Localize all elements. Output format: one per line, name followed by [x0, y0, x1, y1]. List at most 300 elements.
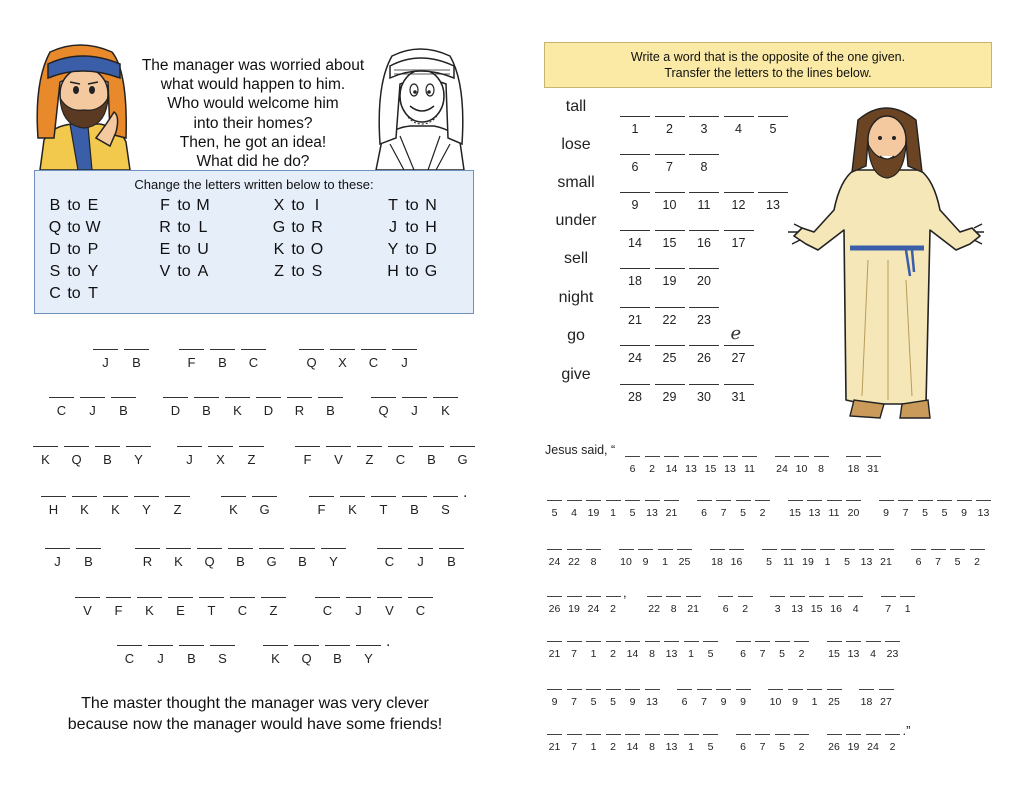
end-quote: .” [902, 723, 911, 738]
blank-number: 27 [731, 351, 746, 366]
code-letter: C [368, 355, 379, 371]
letter-blank [438, 548, 465, 569]
blank-line [117, 645, 142, 646]
blank-line [689, 230, 719, 231]
letter-blank [262, 645, 289, 666]
rule-from-letter: G [272, 219, 286, 236]
blank-line [686, 596, 701, 597]
blank-number: 24 [587, 603, 600, 615]
blank-number: 30 [697, 390, 711, 405]
blank-number: 15 [828, 648, 840, 660]
rule-to-letter: N [425, 197, 437, 214]
letter-blank [198, 597, 225, 618]
blank-number: 10 [662, 198, 677, 213]
letter-blank [220, 496, 247, 517]
blank-number: 18 [847, 463, 860, 475]
blank-number: 14 [626, 741, 639, 753]
rule-connector: to [291, 241, 305, 258]
code-rule [47, 241, 101, 259]
answer-line [546, 500, 995, 519]
letter-blank [293, 645, 320, 666]
code-letter: G [457, 452, 468, 468]
blank-line [199, 597, 224, 598]
code-letter: Z [247, 452, 256, 468]
blank-line [738, 596, 753, 597]
blank-number: 9 [792, 696, 798, 708]
blank-line [950, 549, 965, 550]
code-letter: Q [306, 355, 317, 371]
numbered-blank [758, 116, 788, 136]
numbered-blank [774, 734, 791, 753]
blank-line [879, 549, 894, 550]
blank-line [325, 645, 350, 646]
blank-number: 5 [954, 556, 961, 568]
blank-number: 8 [818, 463, 824, 475]
blank-number: 5 [610, 696, 616, 708]
blank-number: 7 [885, 603, 892, 615]
letter-blank [418, 446, 445, 467]
letter-blank [325, 446, 352, 467]
code-letter: Y [134, 452, 143, 468]
letter-blank [286, 397, 313, 418]
numbered-blank [665, 596, 682, 615]
code-letter: K [233, 403, 242, 419]
code-rule [157, 197, 211, 215]
rule-connector: to [405, 219, 419, 236]
blank-line [625, 641, 640, 642]
blank-line [433, 496, 458, 497]
numbered-blank [737, 596, 754, 615]
letter-blank [391, 349, 418, 370]
rule-from-letter: Q [48, 219, 62, 236]
letter-blank [193, 397, 220, 418]
answer-line [546, 689, 897, 708]
numbered-blank [566, 641, 583, 660]
letter-blank [147, 645, 174, 666]
numbered-blank [806, 500, 823, 519]
rule-connector: to [405, 241, 419, 258]
numbered-blank [819, 549, 836, 568]
numbered-blank [865, 456, 882, 475]
blank-number: 6 [631, 160, 639, 175]
blank-line [918, 500, 933, 501]
blank-number: 13 [646, 507, 658, 519]
blank-number: 22 [662, 313, 677, 328]
numbered-blank [566, 734, 583, 753]
blank-line [106, 597, 131, 598]
blank-line [547, 689, 562, 690]
letter-blank [356, 446, 383, 467]
blank-number: 12 [731, 198, 746, 213]
letter-blank [289, 548, 316, 569]
blank-line [321, 548, 346, 549]
numbered-blank [899, 596, 916, 615]
blank-line [689, 307, 719, 308]
blank-number: 10 [795, 463, 808, 475]
blank-number: 6 [722, 603, 729, 615]
code-letter: K [174, 554, 183, 570]
numbered-blank [585, 641, 602, 660]
blank-number: 5 [590, 696, 597, 708]
code-letter: Y [142, 502, 151, 518]
numbered-blank [789, 596, 806, 615]
numbered-blank [975, 500, 992, 519]
numbered-blank [655, 268, 685, 288]
code-letter: B [187, 651, 196, 667]
code-rule [47, 197, 101, 215]
code-letter: K [229, 502, 238, 518]
blank-number: 2 [610, 603, 616, 615]
blank-line [879, 500, 894, 501]
blank-number: 8 [590, 556, 597, 568]
blank-line [93, 349, 118, 350]
numbered-blank [761, 549, 778, 568]
numbered-blank [689, 384, 719, 404]
letter-blank [176, 446, 203, 467]
numbered-blank [620, 268, 650, 288]
blank-number: 19 [587, 507, 600, 519]
blank-line [408, 597, 433, 598]
code-letter: Q [378, 403, 389, 419]
blank-line [645, 734, 660, 735]
blank-number: 28 [628, 390, 642, 405]
blank-line [684, 641, 699, 642]
letter-blank [125, 446, 152, 467]
intro-line: The manager was worried about [141, 57, 365, 74]
blank-number: 24 [867, 741, 879, 753]
blank-number: 13 [791, 603, 803, 615]
blank-line [95, 446, 120, 447]
blank-line [655, 268, 685, 269]
blank-number: 13 [860, 556, 873, 568]
numbered-blank [696, 689, 713, 708]
code-letter: V [334, 452, 343, 468]
coded-word [178, 349, 271, 370]
blank-number: 20 [697, 274, 711, 289]
numbered-blank [566, 596, 583, 615]
blank-number: 7 [935, 556, 941, 568]
blank-number: 5 [779, 648, 785, 660]
code-letter: T [207, 603, 216, 619]
letter-blank [370, 397, 397, 418]
answer-line [546, 641, 904, 660]
blank-number: 6 [740, 741, 746, 753]
letter-blank [123, 349, 150, 370]
opposite-prompt-word: tall [565, 98, 587, 115]
blank-line [724, 230, 754, 231]
blank-line [718, 596, 733, 597]
numbered-blank [724, 384, 754, 404]
blank-number: 8 [670, 603, 677, 615]
code-letter: J [401, 355, 408, 371]
letter-blank [116, 645, 143, 666]
numbered-blank [644, 641, 661, 660]
blank-number: 1 [590, 741, 597, 753]
blank-line [620, 192, 650, 193]
blank-number: 23 [697, 313, 711, 328]
code-key-box [34, 170, 474, 314]
numbered-blank [884, 641, 901, 660]
blank-line [256, 397, 281, 398]
blank-line [586, 596, 601, 597]
blank-line [758, 192, 788, 193]
rule-to-letter: R [311, 219, 323, 236]
coded-word [294, 446, 480, 467]
blank-line [625, 500, 640, 501]
code-rule [47, 285, 101, 303]
numbered-blank [605, 641, 622, 660]
code-letter: G [259, 502, 270, 518]
blank-line [259, 548, 284, 549]
blank-line [758, 116, 788, 117]
blank-line [655, 384, 685, 385]
blank-line [775, 456, 790, 457]
numbered-blank [735, 734, 752, 753]
code-letter: G [266, 554, 277, 570]
numbered-blank [585, 689, 602, 708]
blank-line [724, 345, 754, 346]
numbered-blank [709, 549, 726, 568]
blank-number: 4 [870, 648, 876, 660]
letter-blank [71, 496, 98, 517]
code-letter: B [202, 403, 211, 419]
letter-blank [209, 349, 236, 370]
rule-to-letter: T [88, 285, 98, 302]
blank-line [794, 456, 809, 457]
blank-number: 24 [548, 556, 561, 568]
blank-line [801, 549, 816, 550]
instruction-line: Transfer the letters to the lines below. [664, 66, 872, 80]
numbered-blank [754, 734, 771, 753]
blank-line [689, 384, 719, 385]
blank-line [326, 446, 351, 447]
blank-line [931, 549, 946, 550]
numbered-blank [735, 500, 752, 519]
blank-number: 21 [548, 741, 561, 753]
blank-number: 6 [740, 648, 746, 660]
blank-line [547, 596, 562, 597]
blank-line [846, 500, 861, 501]
rule-connector: to [291, 197, 305, 214]
blank-line [645, 500, 660, 501]
letter-blank [317, 397, 344, 418]
blank-line [179, 349, 204, 350]
letter-blank [40, 496, 67, 517]
numbered-blank [949, 549, 966, 568]
code-letter: Y [364, 651, 373, 667]
blank-line [724, 384, 754, 385]
blank-number: 21 [548, 648, 561, 660]
blank-line [567, 734, 582, 735]
blank-line [547, 500, 562, 501]
blank-line [881, 596, 896, 597]
blank-number: 7 [720, 507, 727, 519]
code-letter: D [263, 403, 274, 419]
letter-blank [94, 446, 121, 467]
hint-letter: e [730, 323, 742, 344]
blank-line [241, 349, 266, 350]
blank-line [586, 734, 601, 735]
numbered-blank [620, 116, 650, 136]
blank-line [716, 500, 731, 501]
code-letter: C [248, 355, 259, 371]
numbered-blank [620, 192, 650, 212]
blank-line [900, 596, 915, 597]
letter-blank [164, 496, 191, 517]
blank-number: 5 [740, 507, 746, 519]
blank-number: 8 [649, 648, 655, 660]
code-rule [271, 241, 325, 259]
rule-from-letter: K [273, 241, 285, 258]
blank-line [346, 597, 371, 598]
letter-blank [360, 349, 387, 370]
coded-word [74, 597, 291, 618]
blank-number: 18 [860, 696, 873, 708]
blank-line [45, 548, 70, 549]
code-letter: K [80, 502, 89, 518]
numbered-blank [566, 500, 583, 519]
blank-number: 8 [649, 741, 655, 753]
blank-line [208, 446, 233, 447]
code-letter: B [298, 554, 307, 570]
blank-number: 7 [759, 741, 766, 753]
blank-number: 4 [735, 122, 742, 137]
blank-number: 1 [610, 507, 616, 519]
blank-number: 14 [628, 236, 642, 251]
numbered-blank [689, 345, 719, 365]
blank-line [371, 496, 396, 497]
numbered-blank [787, 500, 804, 519]
numbered-blank [605, 500, 622, 519]
numbered-blank [657, 549, 674, 568]
numbered-blank [767, 689, 784, 708]
blank-line [645, 456, 660, 457]
blank-line [606, 689, 621, 690]
blank-number: 19 [847, 741, 860, 753]
blank-number: 21 [628, 313, 642, 328]
numbered-blank [735, 689, 752, 708]
blank-number: 2 [889, 741, 896, 753]
blank-line [388, 446, 413, 447]
code-letter: F [303, 452, 312, 468]
numbered-blank [728, 549, 745, 568]
numbered-blank [663, 456, 680, 475]
blank-line [318, 397, 343, 398]
blank-line [586, 641, 601, 642]
blank-line [846, 734, 861, 735]
blank-line [724, 116, 754, 117]
blank-number: 19 [662, 274, 677, 289]
numbered-blank [878, 500, 895, 519]
blank-line [645, 641, 660, 642]
letter-blank [162, 397, 189, 418]
blank-number: 9 [720, 696, 727, 708]
code-rule [385, 263, 439, 281]
blank-line [124, 349, 149, 350]
numbered-blank [880, 596, 897, 615]
opposite-prompt-word: give [561, 366, 591, 383]
blank-line [829, 596, 844, 597]
blank-number: 15 [810, 603, 823, 615]
blank-number: 2 [610, 741, 616, 753]
letter-blank [355, 645, 382, 666]
numbered-blank [826, 734, 843, 753]
numbered-blank [655, 116, 685, 136]
blank-number: 5 [551, 507, 558, 519]
blank-line [439, 548, 464, 549]
blank-line [419, 446, 444, 447]
code-letter: Q [204, 554, 215, 570]
blank-line [664, 734, 679, 735]
numbered-blank [897, 500, 914, 519]
numbered-blank [724, 192, 754, 212]
letter-blank [294, 446, 321, 467]
numbered-blank [566, 549, 583, 568]
blank-line [309, 496, 334, 497]
blank-number: 11 [783, 556, 794, 568]
code-letter: J [186, 452, 193, 468]
rule-from-letter: R [159, 219, 171, 236]
blank-number: 10 [769, 696, 782, 708]
opposite-prompt-word: lose [561, 136, 591, 153]
blank-number: 13 [724, 463, 736, 475]
numbered-blank [655, 384, 685, 404]
blank-line [450, 446, 475, 447]
blank-number: 1 [590, 648, 597, 660]
code-letter: T [379, 502, 388, 518]
blank-number: 29 [662, 390, 677, 405]
blank-line [567, 689, 582, 690]
rule-to-letter: L [198, 219, 208, 236]
code-rule [385, 197, 439, 215]
blank-line [742, 456, 757, 457]
worried-manager-illustration [30, 42, 140, 170]
blank-number: 7 [902, 507, 909, 519]
blank-line [315, 597, 340, 598]
letter-blank [44, 548, 71, 569]
numbered-blank [644, 689, 661, 708]
blank-number: 5 [844, 556, 850, 568]
numbered-blank [546, 500, 563, 519]
blank-line [197, 548, 222, 549]
blank-line [377, 548, 402, 549]
numbered-blank [826, 689, 843, 708]
blank-number: 25 [662, 351, 677, 366]
blank-number: 26 [828, 741, 840, 753]
letter-blank [251, 496, 278, 517]
blank-line [957, 500, 972, 501]
blank-number: 2 [666, 122, 673, 137]
code-letter: B [103, 452, 112, 468]
blank-line [879, 689, 894, 690]
letter-blank [238, 446, 265, 467]
blank-line [625, 689, 640, 690]
opposite-answer-blanks [620, 384, 758, 404]
blank-number: 7 [571, 741, 577, 753]
blank-number: 16 [730, 556, 743, 568]
blank-line [885, 641, 900, 642]
blank-line [194, 397, 219, 398]
numbered-blank [620, 384, 650, 404]
blank-number: 9 [961, 507, 967, 519]
blank-line [827, 734, 842, 735]
numbered-blank [620, 230, 650, 250]
rule-connector: to [67, 219, 81, 236]
rule-from-letter: J [389, 219, 397, 236]
instructions-box [544, 42, 992, 88]
numbered-blank [689, 268, 719, 288]
coded-word [48, 397, 141, 418]
